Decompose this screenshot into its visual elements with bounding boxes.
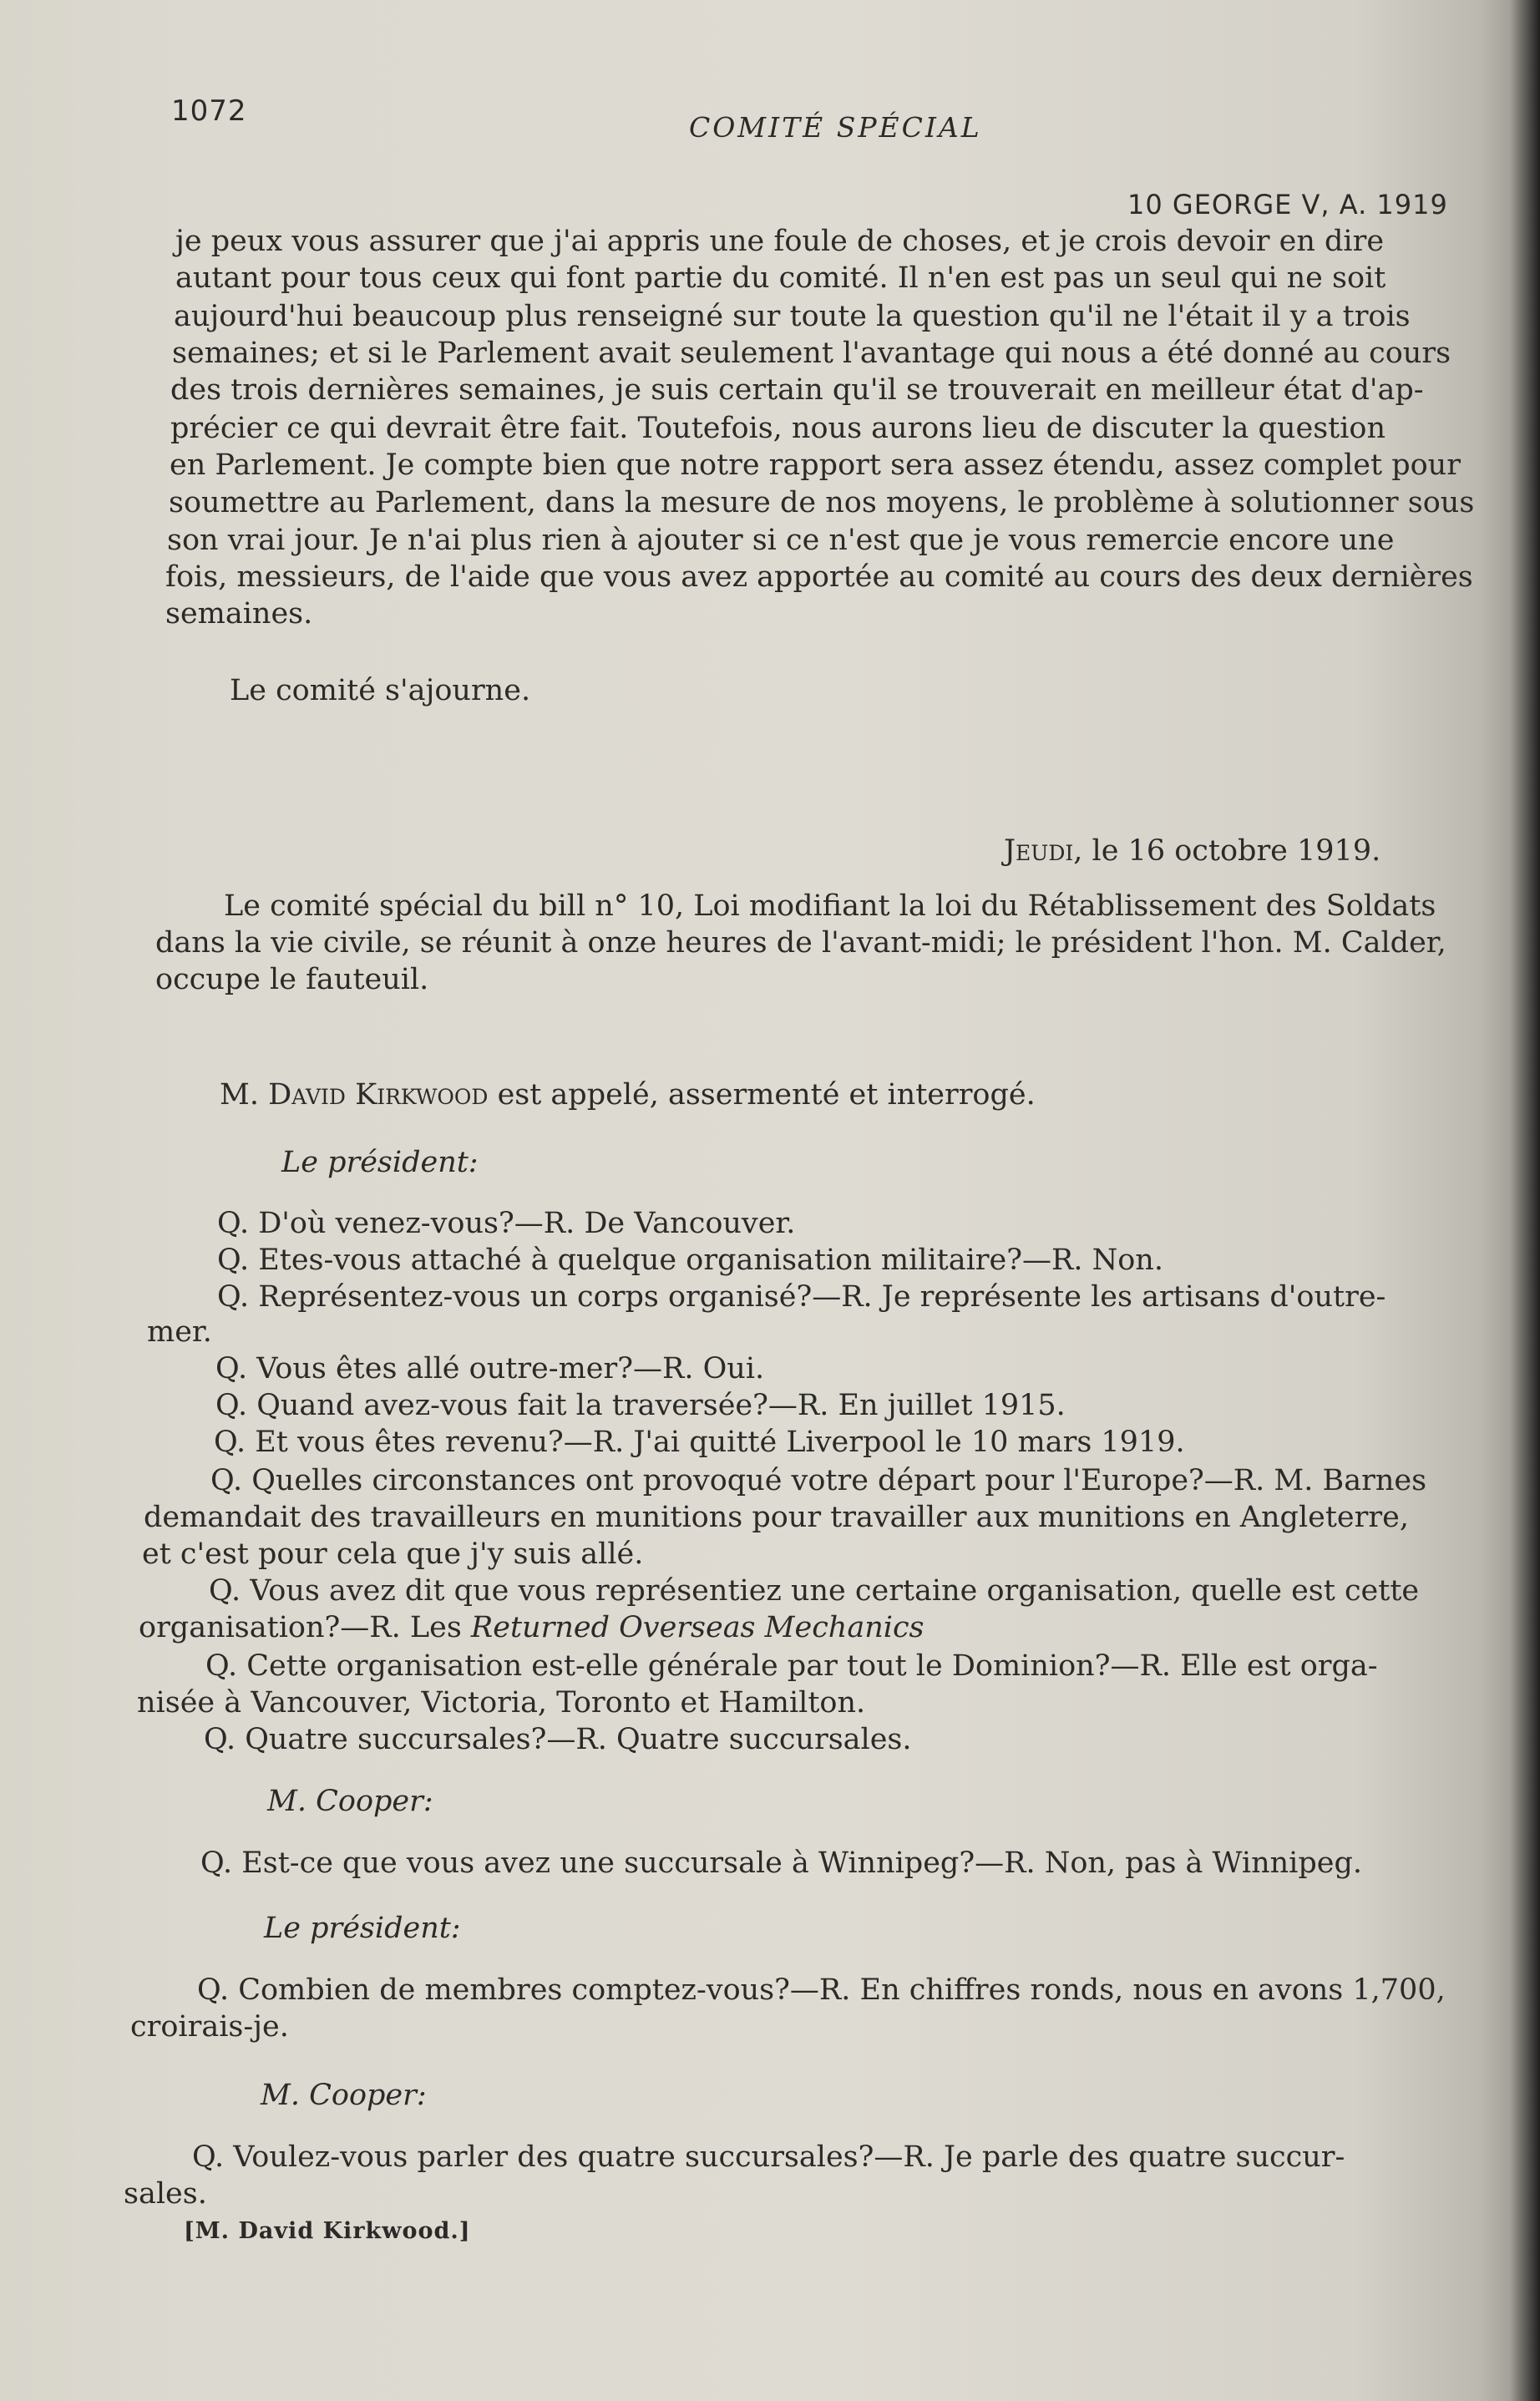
qa-line: Q. Quatre succursales?—R. Quatre succursales. <box>204 1723 912 1756</box>
meeting-line: occupe le fauteuil. <box>155 963 429 996</box>
qa-line: Q. D'où venez-vous?—R. De Vancouver. <box>217 1207 796 1240</box>
running-title: COMITÉ SPÉCIAL <box>689 111 982 144</box>
opening-line: je peux vous assurer que j'ai appris une foule de choses, et je crois devoir en dire <box>175 225 1385 258</box>
qa-text: organisation?—R. Les <box>139 1611 471 1644</box>
witness-name: David Kirkwood <box>268 1078 489 1112</box>
qa-line: croirais-je. <box>130 2010 289 2044</box>
opening-line: autant pour tous ceux qui font partie du comité. Il n'en est pas un seul qui ne soit <box>175 261 1386 295</box>
speaker-heading: Le président: <box>281 1146 479 1179</box>
opening-line: semaines. <box>165 597 313 631</box>
organisation-name: Returned Overseas Mechanics <box>470 1611 925 1644</box>
opening-line: fois, messieurs, de l'aide que vous avez apportée au comité au cours des deux dernières <box>165 560 1473 594</box>
speaker-heading: M. Cooper: <box>267 1785 433 1818</box>
qa-line: Q. Représentez-vous un corps organisé?—R. Je représente les artisans d'outre- <box>217 1280 1386 1314</box>
opening-line: des trois dernières semaines, je suis certain qu'il se trouverait en meilleur état d'ap- <box>170 373 1424 407</box>
qa-line: Q. Quand avez-vous fait la traversée?—R. En juillet 1915. <box>215 1389 1066 1422</box>
witness-line <box>220 1078 1036 1112</box>
qa-line: Q. Quelles circonstances ont provoqué votre départ pour l'Europe?—R. M. Barnes <box>210 1464 1427 1497</box>
speaker-heading: Le président: <box>264 1912 461 1945</box>
adjournment-note: Le comité s'ajourne. <box>230 674 531 707</box>
speaker-heading: M. Cooper: <box>261 2079 427 2112</box>
qa-line: Q. Vous avez dit que vous représentiez une certaine organisation, quelle est cette <box>209 1574 1420 1608</box>
qa-line: sales. <box>124 2177 207 2211</box>
qa-line: et c'est pour cela que j'y suis allé. <box>142 1537 644 1571</box>
opening-line: soumettre au Parlement, dans la mesure de nos moyens, le problème à solutionner sous <box>169 486 1475 519</box>
qa-line <box>139 1613 925 1643</box>
witness-suffix: est appelé, assermenté et interrogé. <box>488 1078 1036 1112</box>
witness-prefix: M. <box>220 1078 269 1112</box>
date-rest: le 16 octobre 1919. <box>1082 834 1381 868</box>
qa-line: Q. Est-ce que vous avez une succursale à Winnipeg?—R. Non, pas à Winnipeg. <box>200 1846 1363 1880</box>
qa-line: Q. Vous êtes allé outre-mer?—R. Oui. <box>215 1352 765 1385</box>
book-spine-shadow <box>1510 0 1540 2401</box>
opening-line: en Parlement. Je compte bien que notre rapport sera assez étendu, assez complet pour <box>170 448 1461 482</box>
witness-footer: [M. David Kirkwood.] <box>184 2218 471 2244</box>
qa-line: Q. Et vous êtes revenu?—R. J'ai quitté Liverpool le 10 mars 1919. <box>214 1426 1185 1459</box>
session-date <box>1004 834 1381 868</box>
opening-line: son vrai jour. Je n'ai plus rien à ajouter si ce n'est que je vous remercie encore une <box>167 524 1395 557</box>
qa-line: Q. Cette organisation est-elle générale par tout le Dominion?—R. Elle est orga- <box>205 1649 1378 1683</box>
opening-line: aujourd'hui beaucoup plus renseigné sur toute la question qu'il ne l'était il y a trois <box>174 300 1411 333</box>
qa-line: demandait des travailleurs en munitions pour travailler aux munitions en Angleterre, <box>144 1501 1409 1534</box>
qa-line: Q. Voulez-vous parler des quatre succursales?—R. Je parle des quatre succur- <box>192 2140 1345 2174</box>
meeting-line: dans la vie civile, se réunit à onze heures de l'avant-midi; le président l'hon. M. Calder, <box>155 926 1446 960</box>
opening-line: précier ce qui devrait être fait. Toutefois, nous aurons lieu de discuter la question <box>170 412 1386 445</box>
meeting-line: Le comité spécial du bill n° 10, Loi modifiant la loi du Rétablissement des Soldats <box>224 889 1436 923</box>
qa-line: mer. <box>147 1315 212 1349</box>
qa-line: Q. Etes-vous attaché à quelque organisation militaire?—R. Non. <box>217 1244 1163 1277</box>
date-day: Jeudi, <box>1004 834 1083 868</box>
qa-line: Q. Combien de membres comptez-vous?—R. En chiffres ronds, nous en avons 1,700, <box>197 1973 1446 2007</box>
page-number: 1072 <box>171 94 247 128</box>
qa-line: nisée à Vancouver, Victoria, Toronto et Hamilton. <box>137 1686 866 1720</box>
session-reference: 10 GEORGE V, A. 1919 <box>1127 189 1448 220</box>
opening-line: semaines; et si le Parlement avait seulement l'avantage qui nous a été donné au cours <box>172 337 1451 370</box>
